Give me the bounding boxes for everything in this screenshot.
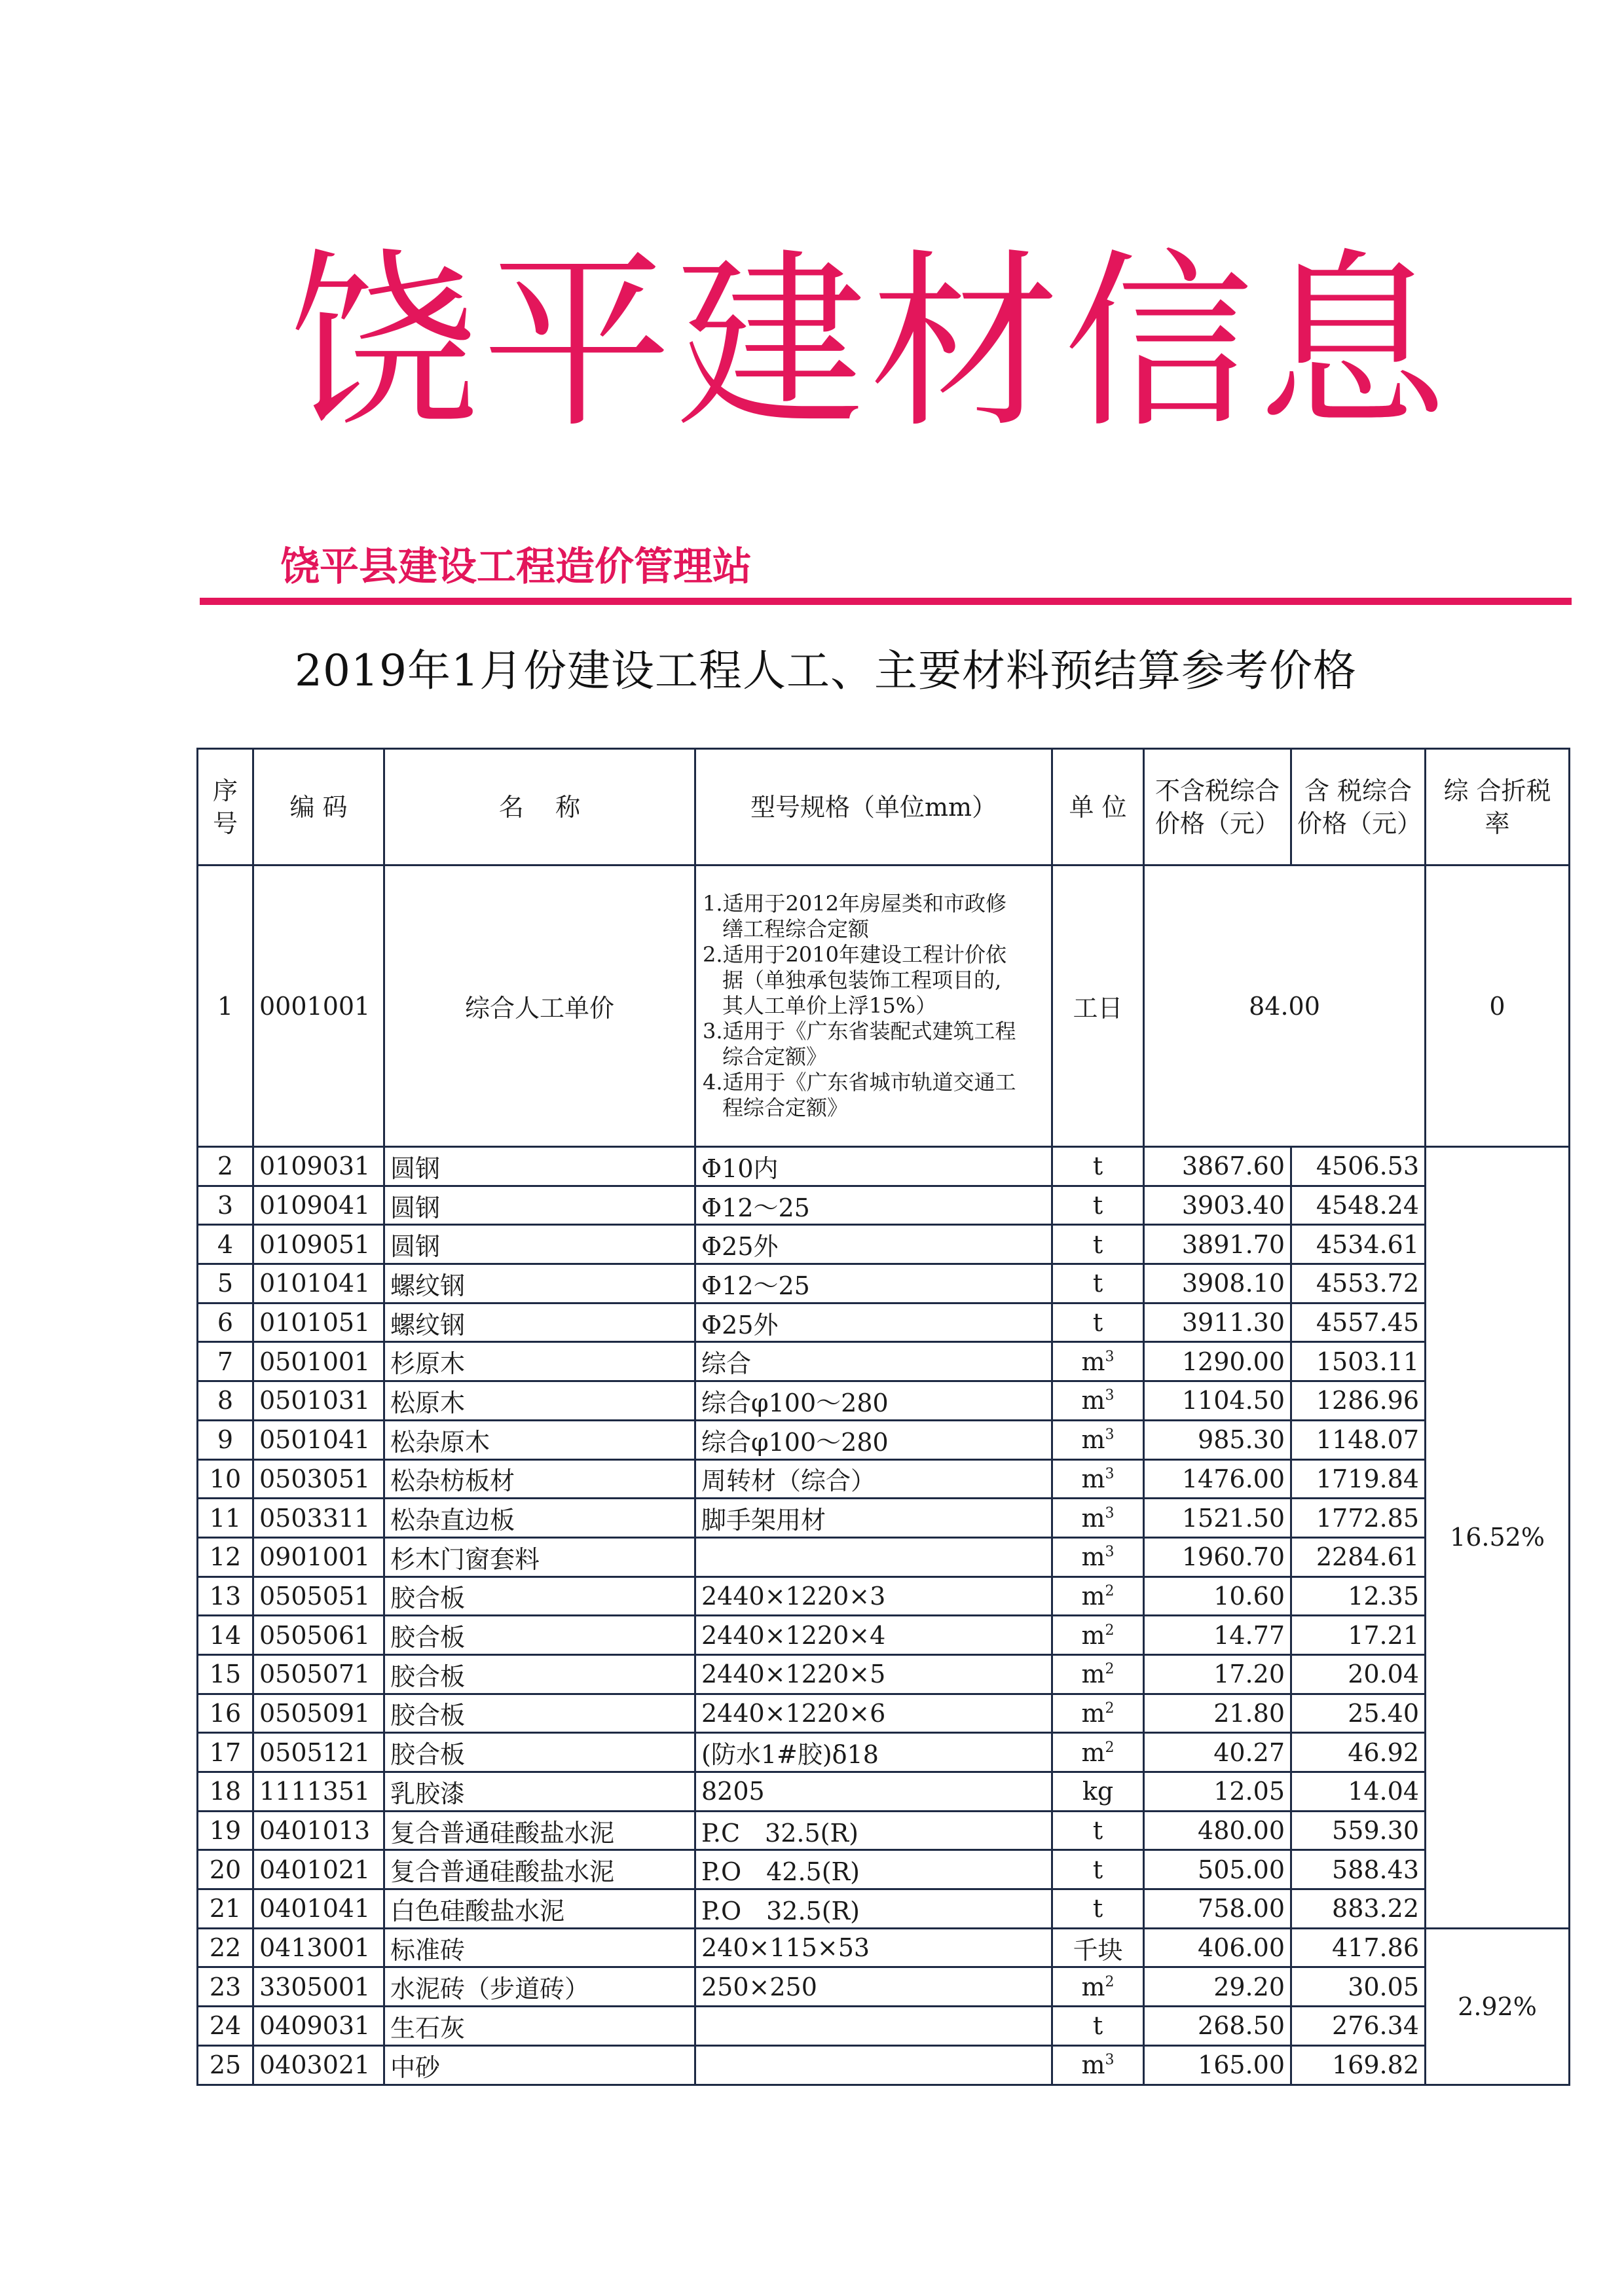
cell-spec: 2440×1220×6 [695,1694,1052,1733]
cell-code: 0501041 [253,1420,384,1459]
unit-exponent: 3 [1105,1465,1115,1482]
cell-name: 中砂 [384,2045,695,2085]
cell-unit [1052,1264,1144,1303]
cell-spec: (防水1#胶)δ18 [695,1733,1052,1772]
cell-name: 标准砖 [384,1928,695,1967]
cell-seq: 6 [198,1303,253,1342]
unit-exponent: 3 [1105,1387,1115,1404]
cell-price-inc-tax: 883.22 [1291,1889,1426,1929]
cell-unit [1052,1342,1144,1381]
cell-unit [1052,1889,1144,1929]
masthead-title: 饶平建材信息 [288,233,1451,454]
cell-price-ex-tax: 758.00 [1144,1889,1291,1929]
cell-price-ex-tax: 3891.70 [1144,1225,1291,1264]
unit-text: t [1092,2011,1103,2041]
cell-spec: 脚手架用材 [695,1499,1052,1538]
unit-exponent: 2 [1105,1700,1115,1717]
unit-text: t [1092,1191,1103,1220]
unit-exponent: 3 [1105,2052,1115,2069]
header-rate: 综 合折税率 [1426,749,1570,866]
cell-seq: 8 [198,1381,253,1421]
unit-text: m [1081,1542,1105,1572]
cell-code: 1111351 [253,1772,384,1812]
unit-text: t [1092,1152,1103,1181]
table-row [198,1303,1570,1342]
table-row [198,1147,1570,1186]
cell-unit [1052,1186,1144,1225]
unit-exponent: 2 [1105,1622,1115,1639]
cell-name: 胶合板 [384,1616,695,1655]
cell-seq: 21 [198,1889,253,1929]
cell-code: 0101051 [253,1303,384,1342]
note-line: 综合定额》 [722,1044,828,1069]
cell-spec: 2440×1220×3 [695,1576,1052,1616]
cell-price-ex-tax: 1521.50 [1144,1499,1291,1538]
cell-unit [1052,1499,1144,1538]
unit-text: 千块 [1073,1935,1123,1965]
table-row [198,2007,1570,2046]
cell-unit [1052,1576,1144,1616]
cell-unit [1052,1967,1144,2007]
unit-text: m [1081,1581,1105,1611]
cell-name: 复合普通硅酸盐水泥 [384,1811,695,1850]
cell-seq: 7 [198,1342,253,1381]
note-line: 4.适用于《广东省城市轨道交通工 [703,1070,1016,1095]
cell-price-inc-tax: 169.82 [1291,2045,1426,2085]
cell-spec: Φ12～25 [695,1186,1052,1225]
table-row [198,1420,1570,1459]
header-price-ex-tax: 不含税综合价格（元） [1144,749,1291,866]
table-row [198,1459,1570,1499]
cell-price-inc-tax: 46.92 [1291,1733,1426,1772]
cell-unit [1052,1654,1144,1694]
cell-price-inc-tax: 4506.53 [1291,1147,1426,1186]
cell-unit [1052,1733,1144,1772]
cell-price-inc-tax: 30.05 [1291,1967,1426,2007]
cell-code: 0001001 [253,866,384,1147]
cell-price-inc-tax: 1772.85 [1291,1499,1426,1538]
cell-unit [1052,1928,1144,1967]
cell-spec: Φ12～25 [695,1264,1052,1303]
cell-name: 松原木 [384,1381,695,1421]
cell-spec: 综合 [695,1342,1052,1381]
cell-code: 0503311 [253,1499,384,1538]
table-row [198,1616,1570,1655]
cell-name: 胶合板 [384,1576,695,1616]
cell-unit [1052,1381,1144,1421]
unit-text: t [1092,1894,1103,1923]
cell-unit [1052,1303,1144,1342]
cell-price-ex-tax: 12.05 [1144,1772,1291,1812]
table-row [198,866,1570,1147]
cell-unit [1052,1537,1144,1576]
header-unit: 单 位 [1052,749,1144,866]
cell-seq: 3 [198,1186,253,1225]
unit-text: t [1092,1308,1103,1338]
cell-spec: 综合φ100～280 [695,1381,1052,1421]
cell-price-inc-tax: 1286.96 [1291,1381,1426,1421]
cell-price-inc-tax: 25.40 [1291,1694,1426,1733]
table-row [198,1772,1570,1812]
cell-name: 胶合板 [384,1733,695,1772]
cell-price-ex-tax: 1290.00 [1144,1342,1291,1381]
cell-code: 0505061 [253,1616,384,1655]
cell-seq: 18 [198,1772,253,1812]
cell-price-inc-tax: 4548.24 [1291,1186,1426,1225]
cell-price-inc-tax: 12.35 [1291,1576,1426,1616]
table-row [198,1342,1570,1381]
cell-name: 生石灰 [384,2007,695,2046]
publisher-name: 饶平县建设工程造价管理站 [280,544,752,590]
cell-unit [1052,2045,1144,2085]
cell-spec: 周转材（综合） [695,1459,1052,1499]
cell-spec: 综合φ100～280 [695,1420,1052,1459]
unit-text: m [1081,1972,1105,2001]
cell-name: 圆钢 [384,1225,695,1264]
cell-spec: 8205 [695,1772,1052,1812]
cell-spec: 2440×1220×4 [695,1616,1052,1655]
cell-price-ex-tax: 268.50 [1144,2007,1291,2046]
cell-price-ex-tax: 1960.70 [1144,1537,1291,1576]
cell-name: 复合普通硅酸盐水泥 [384,1850,695,1889]
cell-spec: Φ25外 [695,1303,1052,1342]
note-line: 据（单独承包装饰工程项目的, [722,968,1002,993]
unit-exponent: 2 [1105,1582,1115,1599]
table-row [198,1850,1570,1889]
cell-seq: 11 [198,1499,253,1538]
cell-unit [1052,1694,1144,1733]
cell-price-ex-tax: 3911.30 [1144,1303,1291,1342]
cell-seq: 12 [198,1537,253,1576]
cell-seq: 14 [198,1616,253,1655]
cell-price-inc-tax: 1503.11 [1291,1342,1426,1381]
cell-seq: 5 [198,1264,253,1303]
table-row [198,1694,1570,1733]
cell-unit [1052,1225,1144,1264]
cell-price-inc-tax: 1719.84 [1291,1459,1426,1499]
table-row [198,1576,1570,1616]
cell-rate-group: 2.92% [1426,1928,1570,2085]
cell-seq: 20 [198,1850,253,1889]
cell-rate-group: 16.52% [1426,1147,1570,1929]
cell-price-inc-tax: 20.04 [1291,1654,1426,1694]
cell-unit [1052,1420,1144,1459]
unit-exponent: 2 [1105,1739,1115,1756]
cell-code: 0109051 [253,1225,384,1264]
unit-text: m [1081,2050,1105,2080]
table-row [198,1967,1570,2007]
cell-seq: 1 [198,866,253,1147]
cell-code: 3305001 [253,1967,384,2007]
document-title: 2019年1月份建设工程人工、主要材料预结算参考价格 [295,646,1357,696]
cell-name: 松杂枋板材 [384,1459,695,1499]
cell-price-ex-tax: 29.20 [1144,1967,1291,2007]
cell-price-inc-tax: 2284.61 [1291,1537,1426,1576]
unit-text: t [1092,1855,1103,1884]
cell-seq: 24 [198,2007,253,2046]
unit-text: m [1081,1738,1105,1767]
cell-price-inc-tax: 417.86 [1291,1928,1426,1967]
cell-name: 杉木门窗套料 [384,1537,695,1576]
cell-price-ex-tax: 10.60 [1144,1576,1291,1616]
table-row [198,1928,1570,1967]
table-header-row [198,749,1570,866]
cell-spec: 250×250 [695,1967,1052,2007]
cell-code: 0505051 [253,1576,384,1616]
cell-price-inc-tax: 4553.72 [1291,1264,1426,1303]
cell-code: 0109031 [253,1147,384,1186]
cell-spec [695,2007,1052,2046]
unit-exponent: 3 [1105,1504,1115,1522]
cell-code: 0109041 [253,1186,384,1225]
cell-code: 0505071 [253,1654,384,1694]
cell-code: 0501031 [253,1381,384,1421]
cell-price-ex-tax: 505.00 [1144,1850,1291,1889]
cell-code: 0505121 [253,1733,384,1772]
cell-price-ex-tax: 480.00 [1144,1811,1291,1850]
unit-text: m [1081,1347,1105,1376]
cell-code: 0503051 [253,1459,384,1499]
table-row [198,1264,1570,1303]
unit-text: m [1081,1464,1105,1493]
cell-name: 松杂直边板 [384,1499,695,1538]
cell-unit [1052,1616,1144,1655]
cell-unit [1052,1811,1144,1850]
cell-code: 0409031 [253,2007,384,2046]
table-row [198,1811,1570,1850]
note-line: 1.适用于2012年房屋类和市政修 [703,891,1006,916]
cell-name: 松杂原木 [384,1420,695,1459]
cell-price-ex-tax: 406.00 [1144,1928,1291,1967]
cell-price-ex-tax: 3867.60 [1144,1147,1291,1186]
cell-code: 0401041 [253,1889,384,1929]
unit-text: t [1092,1816,1103,1846]
table-row [198,1889,1570,1929]
cell-price-ex-tax: 985.30 [1144,1420,1291,1459]
cell-seq: 2 [198,1147,253,1186]
cell-seq: 16 [198,1694,253,1733]
header-price-inc-tax: 含 税综合价格（元） [1291,749,1426,866]
cell-name: 圆钢 [384,1186,695,1225]
unit-text: m [1081,1620,1105,1650]
cell-price-inc-tax: 17.21 [1291,1616,1426,1655]
unit-exponent: 3 [1105,1348,1115,1365]
table-row [198,1499,1570,1538]
cell-spec: 240×115×53 [695,1928,1052,1967]
cell-spec: P.O 32.5(R) [695,1889,1052,1929]
unit-exponent: 3 [1105,1427,1115,1444]
cell-price-inc-tax: 1148.07 [1291,1420,1426,1459]
cell-seq: 17 [198,1733,253,1772]
cell-name: 胶合板 [384,1654,695,1694]
cell-spec: P.C 32.5(R) [695,1811,1052,1850]
cell-unit [1052,1147,1144,1186]
cell-spec [695,1537,1052,1576]
note-line: 其人工单价上浮15%） [722,993,937,1018]
table-row [198,2045,1570,2085]
unit-text: kg [1082,1777,1114,1806]
cell-spec [695,2045,1052,2085]
unit-exponent: 2 [1105,1973,1115,1990]
unit-text: t [1092,1269,1103,1298]
unit-exponent: 3 [1105,1544,1115,1561]
cell-seq: 22 [198,1928,253,1967]
unit-text: m [1081,1386,1105,1415]
unit-exponent: 2 [1105,1661,1115,1678]
cell-seq: 9 [198,1420,253,1459]
cell-code: 0101041 [253,1264,384,1303]
cell-code: 0901001 [253,1537,384,1576]
cell-seq: 13 [198,1576,253,1616]
note-line: 缮工程综合定额 [722,917,870,941]
cell-seq: 10 [198,1459,253,1499]
cell-code: 0401021 [253,1850,384,1889]
cell-code: 0501001 [253,1342,384,1381]
cell-price-ex-tax: 21.80 [1144,1694,1291,1733]
cell-unit [1052,2007,1144,2046]
cell-code: 0403021 [253,2045,384,2085]
table-row [198,1537,1570,1576]
cell-code: 0505091 [253,1694,384,1733]
note-line: 3.适用于《广东省装配式建筑工程 [703,1019,1016,1044]
cell-name: 螺纹钢 [384,1303,695,1342]
table-row [198,1186,1570,1225]
cell-price-inc-tax: 4534.61 [1291,1225,1426,1264]
note-line: 2.适用于2010年建设工程计价依 [703,942,1006,967]
unit-text: m [1081,1503,1105,1533]
cell-name: 乳胶漆 [384,1772,695,1812]
divider-rule [200,598,1572,605]
cell-seq: 25 [198,2045,253,2085]
cell-price-ex-tax: 165.00 [1144,2045,1291,2085]
cell-code: 0401013 [253,1811,384,1850]
cell-unit [1052,1459,1144,1499]
unit-text: m [1081,1698,1105,1728]
cell-seq: 19 [198,1811,253,1850]
cell-price-inc-tax: 559.30 [1291,1811,1426,1850]
price-table [196,748,1570,2086]
cell-notes [695,866,1052,1147]
cell-unit [1052,1772,1144,1812]
cell-spec: P.O 42.5(R) [695,1850,1052,1889]
cell-price-inc-tax: 276.34 [1291,2007,1426,2046]
cell-spec: 2440×1220×5 [695,1654,1052,1694]
cell-price-ex-tax: 1476.00 [1144,1459,1291,1499]
cell-price-ex-tax: 1104.50 [1144,1381,1291,1421]
cell-price-inc-tax: 588.43 [1291,1850,1426,1889]
cell-spec: Φ10内 [695,1147,1052,1186]
header-name: 名 称 [384,749,695,866]
cell-unit: 工日 [1052,866,1144,1147]
unit-text: m [1081,1660,1105,1689]
cell-spec: Φ25外 [695,1225,1052,1264]
header-code: 编 码 [253,749,384,866]
unit-text: t [1092,1230,1103,1259]
cell-seq: 23 [198,1967,253,2007]
table-row [198,1733,1570,1772]
cell-price-inc-tax: 14.04 [1291,1772,1426,1812]
cell-unit [1052,1850,1144,1889]
cell-name: 水泥砖（步道砖） [384,1967,695,2007]
cell-price-ex-tax: 14.77 [1144,1616,1291,1655]
table-row [198,1225,1570,1264]
cell-price-ex-tax: 17.20 [1144,1654,1291,1694]
header-seq: 序号 [198,749,253,866]
cell-labor-price: 84.00 [1144,866,1426,1147]
table-row [198,1654,1570,1694]
cell-name: 综合人工单价 [384,866,695,1147]
cell-seq: 15 [198,1654,253,1694]
cell-price-inc-tax: 4557.45 [1291,1303,1426,1342]
cell-name: 白色硅酸盐水泥 [384,1889,695,1929]
cell-name: 圆钢 [384,1147,695,1186]
cell-seq: 4 [198,1225,253,1264]
note-line: 程综合定额》 [722,1095,849,1120]
cell-price-ex-tax: 3903.40 [1144,1186,1291,1225]
table-row [198,1381,1570,1421]
cell-rate: 0 [1426,866,1570,1147]
cell-price-ex-tax: 3908.10 [1144,1264,1291,1303]
header-spec: 型号规格（单位mm） [695,749,1052,866]
cell-name: 螺纹钢 [384,1264,695,1303]
cell-code: 0413001 [253,1928,384,1967]
unit-text: m [1081,1425,1105,1455]
cell-name: 胶合板 [384,1694,695,1733]
cell-price-ex-tax: 40.27 [1144,1733,1291,1772]
cell-name: 杉原木 [384,1342,695,1381]
